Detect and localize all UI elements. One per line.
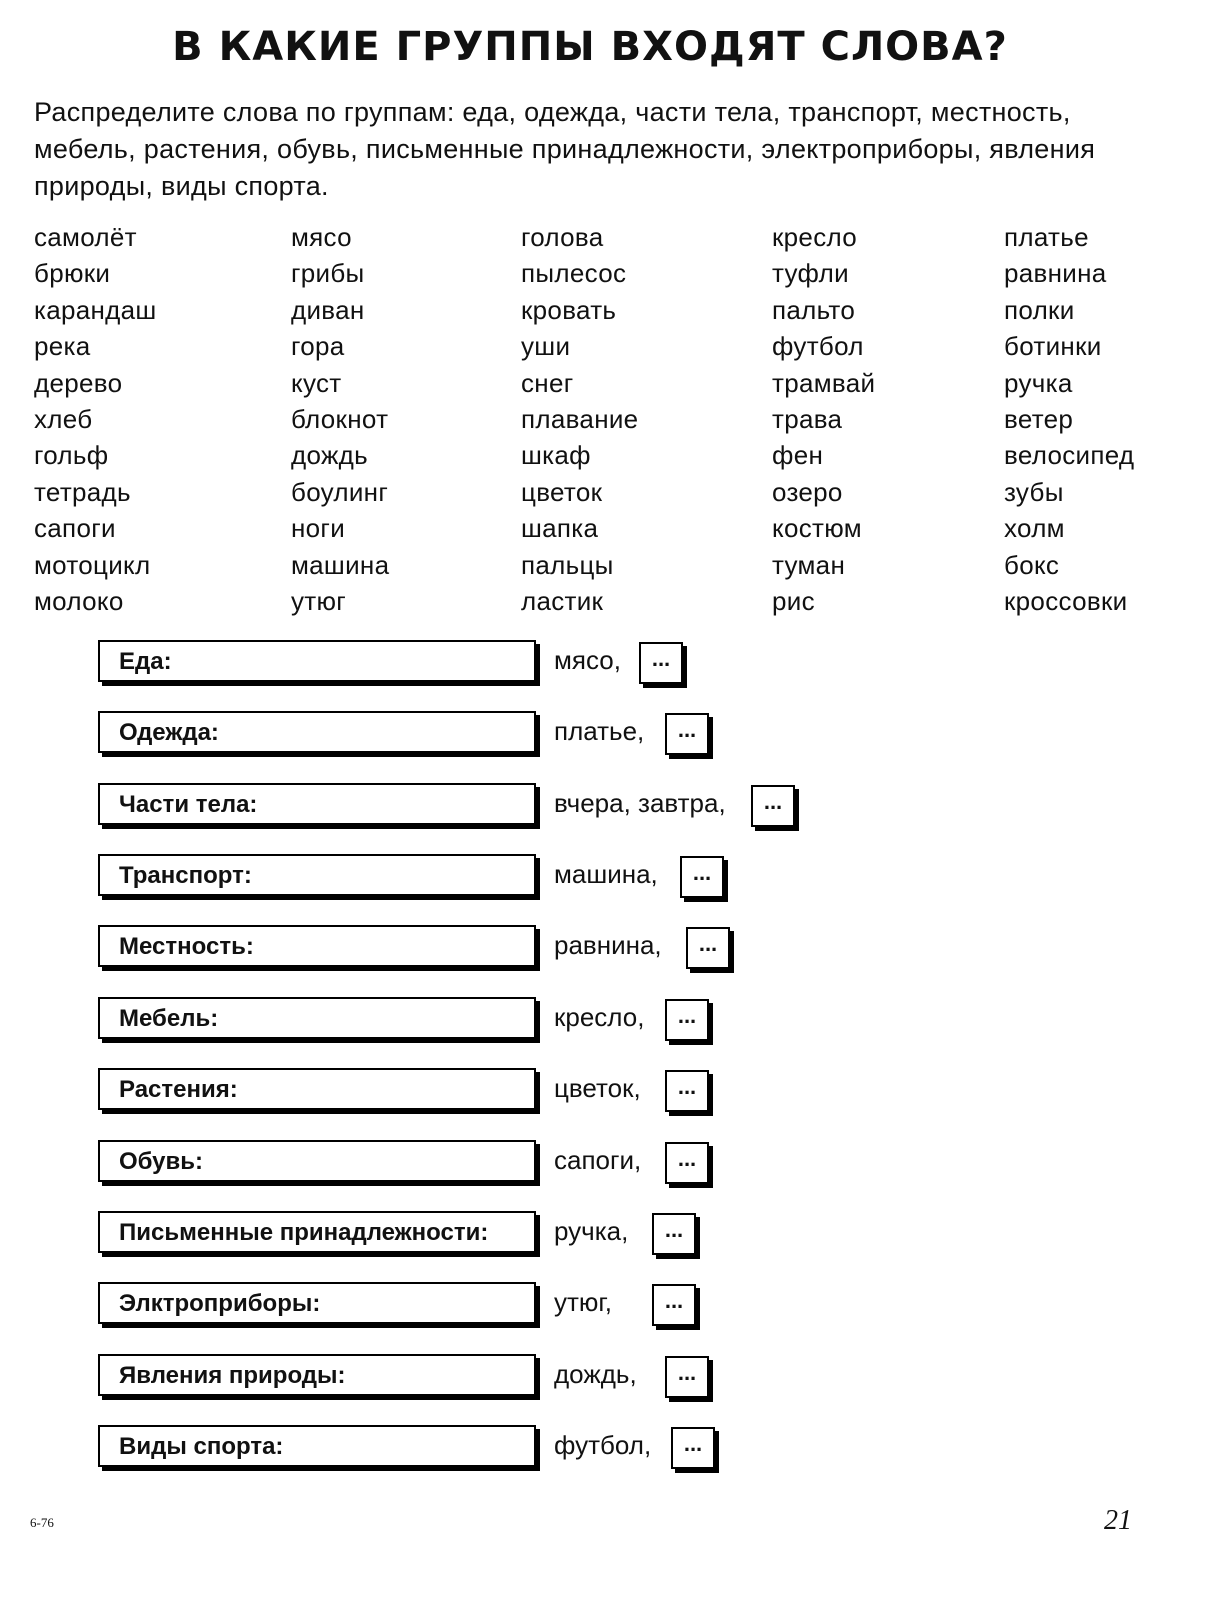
word-item: равнина (1004, 258, 1107, 289)
group-label-box (98, 925, 536, 967)
answer-blank-box[interactable]: ... (639, 642, 683, 684)
group-row (98, 1354, 818, 1402)
group-example: кресло, (554, 1002, 645, 1032)
word-item: трамвай (772, 367, 876, 398)
word-item: гольф (34, 440, 109, 471)
answer-blank-box[interactable]: ... (665, 1070, 709, 1112)
word-item: зубы (1004, 476, 1064, 507)
answer-blank-box[interactable]: ... (680, 856, 724, 898)
group-label: Мебель: (119, 1005, 219, 1032)
group-row (98, 640, 818, 688)
word-column (34, 219, 157, 619)
group-label: Еда: (119, 648, 172, 675)
group-row (98, 783, 818, 831)
word-item: голова (521, 222, 604, 252)
page-number: 21 (1104, 1505, 1132, 1536)
word-item: диван (291, 294, 365, 325)
word-item: боулинг (291, 476, 389, 507)
group-row (98, 1140, 818, 1188)
group-row (98, 1068, 818, 1116)
word-item: уши (521, 331, 571, 362)
print-code: 6-76 (30, 1515, 54, 1530)
group-label: Явления природы: (119, 1362, 346, 1389)
word-item: трава (772, 404, 843, 435)
answer-blank-box[interactable]: ... (652, 1213, 696, 1255)
answer-blank-box[interactable]: ... (665, 1142, 709, 1184)
group-label-box (98, 997, 536, 1039)
group-label: Местность: (119, 933, 254, 960)
group-example: сапоги, (554, 1145, 642, 1175)
word-item: хлеб (34, 404, 93, 435)
group-label-box (98, 711, 536, 753)
answer-blank-box[interactable]: ... (671, 1427, 715, 1469)
group-label: Одежда: (119, 719, 219, 746)
group-label: Виды спорта: (119, 1433, 284, 1460)
word-column (772, 219, 875, 619)
word-item: плавание (521, 404, 639, 435)
group-example: вчера, завтра, (554, 788, 726, 818)
word-item: молоко (34, 586, 124, 617)
word-item: дождь (291, 440, 368, 471)
word-item: грибы (291, 258, 365, 289)
word-item: пальто (772, 294, 856, 325)
word-item: кровать (521, 294, 617, 325)
word-item: фен (772, 440, 824, 471)
group-example: утюг, (554, 1287, 612, 1317)
word-item: бокс (1004, 549, 1060, 580)
word-item: велосипед (1004, 440, 1135, 471)
word-item: цветок (521, 476, 603, 507)
word-item: куст (291, 367, 342, 398)
word-item: ботинки (1004, 331, 1102, 362)
answer-blank-box[interactable]: ... (686, 927, 730, 969)
group-row (98, 925, 818, 973)
word-item: снег (521, 367, 574, 398)
instructions: Распределите слова по группам: еда, одежда, части тела, транспорт, местность, мебель, растения, обувь, письменные принадлежности, электроприборы, явления природы, виды спорта. (34, 97, 1096, 201)
group-label-box (98, 1425, 536, 1467)
word-item: холм (1004, 513, 1065, 544)
word-item: платье (1004, 222, 1089, 252)
word-item: озеро (772, 476, 843, 507)
word-column (521, 219, 638, 619)
answer-blank-box[interactable]: ... (751, 785, 795, 827)
word-list (0, 219, 1205, 619)
group-example: мясо, (554, 645, 621, 675)
word-item: утюг (291, 586, 347, 617)
group-label-box (98, 854, 536, 896)
word-item: река (34, 331, 91, 362)
word-item: дерево (34, 367, 123, 398)
word-item: рис (772, 586, 815, 617)
word-item: самолёт (34, 222, 137, 252)
group-row (98, 1211, 818, 1259)
word-item: кресло (772, 222, 858, 252)
word-item: тетрадь (34, 476, 131, 507)
group-example: равнина, (554, 930, 662, 960)
group-label-box (98, 1068, 536, 1110)
group-label: Обувь: (119, 1148, 204, 1175)
word-item: кроссовки (1004, 586, 1128, 617)
word-item: брюки (34, 258, 111, 289)
answer-blank-box[interactable]: ... (652, 1284, 696, 1326)
group-label: Транспорт: (119, 862, 252, 889)
word-item: сапоги (34, 513, 116, 544)
word-item: мотоцикл (34, 549, 151, 580)
group-example: машина, (554, 859, 658, 889)
group-example: цветок, (554, 1073, 641, 1103)
word-item: туфли (772, 258, 849, 289)
word-item: карандаш (34, 294, 157, 325)
group-example: дождь, (554, 1359, 637, 1389)
answer-blank-box[interactable]: ... (665, 999, 709, 1041)
word-item: туман (772, 549, 846, 580)
word-item: шкаф (521, 440, 591, 471)
group-row (98, 711, 818, 759)
group-label: Части тела: (119, 791, 258, 818)
group-example: платье, (554, 716, 645, 746)
group-label-box (98, 640, 536, 682)
word-item: ветер (1004, 404, 1074, 435)
answer-blank-box[interactable]: ... (665, 1356, 709, 1398)
word-column (291, 219, 389, 619)
group-row (98, 1282, 818, 1330)
group-label-box (98, 1282, 536, 1324)
word-item: мясо (291, 222, 352, 252)
group-row (98, 854, 818, 902)
word-item: полки (1004, 294, 1075, 325)
word-item: шапка (521, 513, 599, 544)
group-label-box (98, 783, 536, 825)
word-item: костюм (772, 513, 862, 544)
word-item: машина (291, 549, 390, 580)
group-row (98, 1425, 818, 1473)
group-label: Письменные принадлежности: (119, 1219, 489, 1246)
group-label-box (98, 1354, 536, 1396)
group-row (98, 997, 818, 1045)
word-item: футбол (772, 331, 864, 362)
group-example: ручка, (554, 1216, 629, 1246)
group-label-box (98, 1140, 536, 1182)
word-item: ручка (1004, 367, 1073, 398)
word-item: гора (291, 331, 345, 362)
word-item: блокнот (291, 404, 389, 435)
word-item: ноги (291, 513, 346, 544)
group-example: футбол, (554, 1430, 652, 1460)
word-column (1004, 219, 1134, 619)
group-label: Растения: (119, 1076, 238, 1103)
word-item: пылесос (521, 258, 627, 289)
word-item: пальцы (521, 549, 614, 580)
answer-blank-box[interactable]: ... (665, 713, 709, 755)
word-item: ластик (521, 586, 604, 617)
group-label-box (98, 1211, 536, 1253)
group-label: Элктроприборы: (119, 1290, 321, 1317)
page-title: В КАКИЕ ГРУППЫ ВХОДЯТ СЛОВА? (172, 24, 1008, 70)
